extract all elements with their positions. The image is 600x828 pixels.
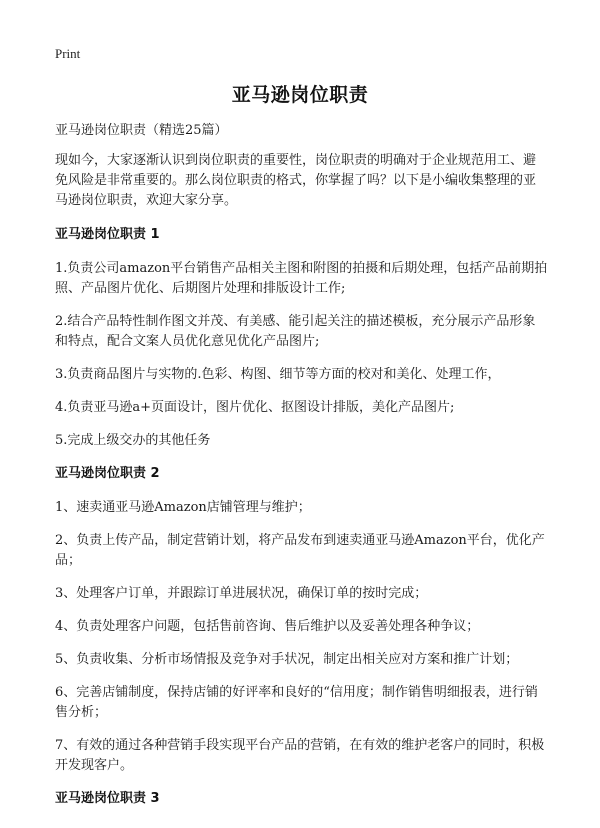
section-item: 5.完成上级交办的其他任务 xyxy=(55,433,211,448)
section-item: 2.结合产品特性制作图文并茂、有美感、能引起关注的描述模板，充分展示产品形象和特点，配合文案人员优化意见优化产品图片; xyxy=(55,314,536,349)
section-item: 1、速卖通亚马逊Amazon店铺管理与维护； xyxy=(55,500,311,515)
section-item: 5、负责收集、分析市场情报及竞争对手状况，制定出相关应对方案和推广计划； xyxy=(55,652,519,667)
section-3 xyxy=(55,789,548,809)
section-item: 4.负责亚马逊a+页面设计，图片优化、抠图设计排版，美化产品图片; xyxy=(55,400,455,415)
section-heading: 亚马逊岗位职责 1 xyxy=(55,227,160,242)
section-item: 3.负责商品图片与实物的.色彩、构图、细节等方面的校对和美化、处理工作， xyxy=(55,367,501,382)
intro-paragraph: 现如今，大家逐渐认识到岗位职责的重要性，岗位职责的明确对于企业规范用工、避免风险是非常重要的。那么岗位职责的格式，你掌握了吗？以下是小编收集整理的亚马逊岗位职责，欢迎大家分享。 xyxy=(55,153,537,208)
document-body xyxy=(55,121,548,823)
section-2 xyxy=(55,464,548,776)
section-item: 2、负责上传产品，制定营销计划，将产品发布到速卖通亚马逊Amazon平台，优化产品； xyxy=(55,533,545,568)
section-heading: 亚马逊岗位职责 2 xyxy=(55,466,160,481)
section-item: 7、有效的通过各种营销手段实现平台产品的营销，在有效的维护老客户的同时，积极开发现客户。 xyxy=(55,738,545,773)
print-label: Print xyxy=(55,46,81,61)
section-heading: 亚马逊岗位职责 3 xyxy=(55,791,160,806)
section-item: 6、完善店铺制度，保持店铺的好评率和良好的“信用度；制作销售明细报表，进行销售分析； xyxy=(55,685,538,720)
document-subtitle: 亚马逊岗位职责（精选25篇） xyxy=(55,123,228,138)
section-1 xyxy=(55,225,548,451)
section-item: 1.负责公司amazon平台销售产品相关主图和附图的拍摄和后期处理，包括产品前期拍照、产品图片优化、后期图片处理和排版设计工作; xyxy=(55,261,548,296)
section-item: 3、处理客户订单，并跟踪订单进展状况，确保订单的按时完成； xyxy=(55,586,428,601)
section-item: 4、负责处理客户问题，包括售前咨询、售后维护以及妥善处理各种争议； xyxy=(55,619,480,634)
document-title: 亚马逊岗位职责 xyxy=(231,84,369,106)
